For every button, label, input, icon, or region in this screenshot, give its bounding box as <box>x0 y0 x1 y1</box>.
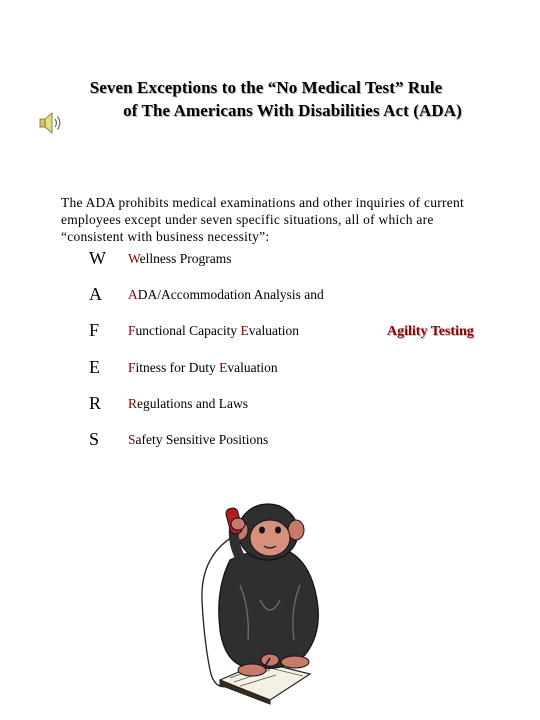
item-text: Fitness for Duty Evaluation <box>128 360 278 375</box>
monkey-icon <box>190 490 340 705</box>
item-text: Wellness Programs <box>128 251 232 266</box>
speaker-icon[interactable] <box>38 110 64 136</box>
item-text: ADA/Accommodation Analysis and <box>128 287 324 302</box>
item-letter: R <box>89 393 102 413</box>
item-letter: A <box>89 284 102 304</box>
item-text: Safety Sensitive Positions <box>128 432 269 447</box>
title-line-1: Seven Exceptions to the “No Medical Test” Rule <box>89 78 443 97</box>
intro-paragraph: The ADA prohibits medical examinations and other inquiries of current employees except under seven specific situations, all of which are “consistent with business necessity”: <box>61 195 465 244</box>
page-title <box>0 76 540 122</box>
agility-testing-label: Agility Testing <box>387 324 474 339</box>
item-text: Regulations and Laws <box>128 396 248 411</box>
title-line-2: of The Americans With Disabilities Act (ADA) <box>123 101 462 120</box>
item-letter: W <box>89 248 106 268</box>
item-letter: S <box>89 429 100 449</box>
item-letter: E <box>89 357 100 377</box>
item-letter: F <box>89 320 100 340</box>
item-text: Functional Capacity Evaluation <box>128 323 299 338</box>
